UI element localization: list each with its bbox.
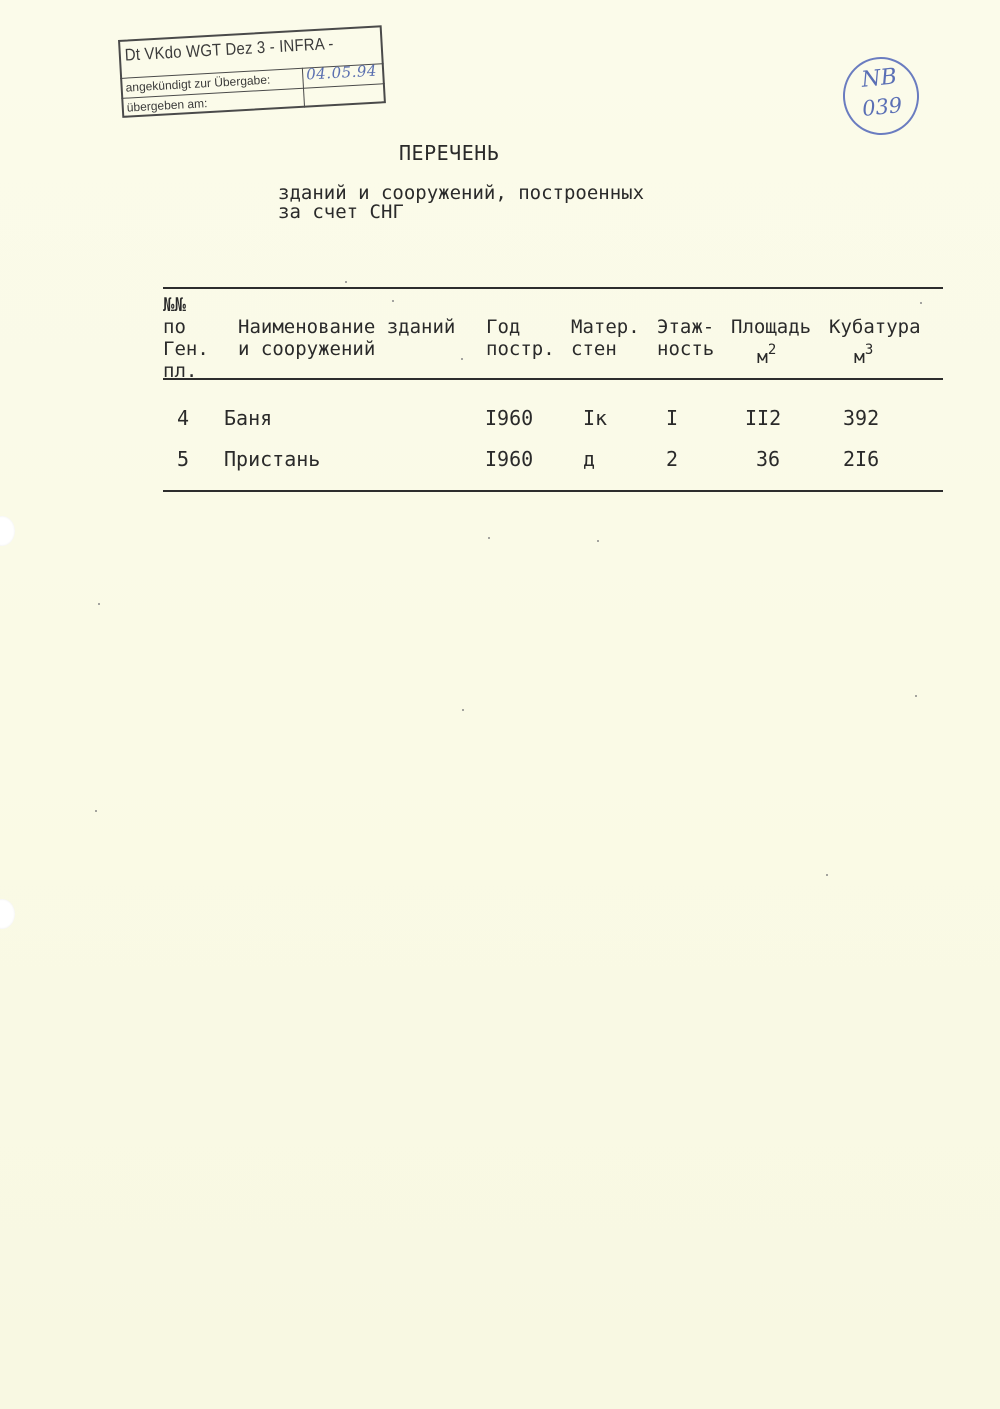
scan-speck xyxy=(488,537,490,539)
subtitle-line: за счет СНГ xyxy=(278,201,404,223)
header-year-built xyxy=(486,316,555,360)
cell-area: 36 xyxy=(756,447,781,471)
cell-building-name: Пристань xyxy=(224,447,321,471)
stamp-announced-date: 04.05.94 xyxy=(305,61,378,84)
scan-speck xyxy=(392,300,394,302)
cell-area: II2 xyxy=(745,406,782,430)
scan-speck xyxy=(920,302,922,304)
reference-number: 039 xyxy=(860,92,904,121)
cell-plan-number: 5 xyxy=(177,447,190,471)
cell-floors: I xyxy=(666,406,679,430)
reference-letters: NB xyxy=(860,64,899,93)
document-title: ПЕРЕЧЕНЬ xyxy=(399,141,500,165)
unit-base: м xyxy=(854,347,865,368)
header-line: постр. xyxy=(486,338,555,360)
table-bottom-rule xyxy=(163,490,943,492)
header-line: Наименование зданий xyxy=(238,316,456,338)
header-line: Ген. xyxy=(163,338,209,360)
cell-volume: 392 xyxy=(843,406,880,430)
scan-speck xyxy=(98,603,100,605)
header-area-unit xyxy=(757,344,776,368)
header-plan-number xyxy=(163,294,209,382)
header-line: пл. xyxy=(163,360,198,382)
punch-hole xyxy=(0,899,15,929)
cell-wall-material: Iк xyxy=(583,406,608,430)
unit-exponent: 3 xyxy=(864,342,874,358)
cell-floors: 2 xyxy=(666,447,679,471)
subtitle-line: зданий и сооружений, построенных xyxy=(278,182,645,204)
stamp-announced-label: angekündigt zur Übergabe: xyxy=(125,72,271,95)
scan-speck xyxy=(462,709,464,711)
header-line: Кубатура xyxy=(829,316,921,338)
scan-speck xyxy=(461,358,463,360)
document-subtitle xyxy=(278,184,644,222)
scan-speck xyxy=(915,695,917,697)
header-line: Этаж- xyxy=(657,316,715,338)
header-wall-material xyxy=(571,316,640,360)
table-header-rule xyxy=(163,378,943,380)
cell-plan-number: 4 xyxy=(177,406,190,430)
cell-year-built: I960 xyxy=(485,406,534,430)
header-line: стен xyxy=(571,338,617,360)
header-volume xyxy=(829,316,921,338)
cell-year-built: I960 xyxy=(485,447,534,471)
header-volume-unit xyxy=(854,344,873,368)
cell-wall-material: д xyxy=(583,447,596,471)
header-line: и сооружений xyxy=(238,338,376,360)
stamp-handed-over-label: übergeben am: xyxy=(126,96,208,115)
table-top-rule xyxy=(163,287,943,289)
header-line: Год xyxy=(486,316,521,338)
scan-speck xyxy=(826,874,828,876)
unit-exponent: 2 xyxy=(767,342,777,358)
header-line: по xyxy=(163,316,186,338)
header-line: ность xyxy=(657,338,715,360)
handwritten-reference-circle xyxy=(839,53,923,139)
header-building-name xyxy=(238,316,455,360)
header-line: Площадь xyxy=(731,316,812,338)
punch-hole xyxy=(0,516,15,546)
stamp-office: Dt VKdo WGT Dez 3 - INFRA - xyxy=(124,33,335,65)
header-area xyxy=(731,316,811,338)
header-line: №№ xyxy=(163,294,186,316)
header-floors xyxy=(657,316,714,360)
scan-speck xyxy=(95,810,97,812)
receipt-stamp xyxy=(118,25,390,122)
header-line: Матер. xyxy=(571,316,640,338)
scan-speck xyxy=(597,540,599,542)
scan-speck xyxy=(345,281,347,283)
cell-building-name: Баня xyxy=(224,406,273,430)
unit-base: м xyxy=(757,347,768,368)
cell-volume: 2I6 xyxy=(843,447,880,471)
